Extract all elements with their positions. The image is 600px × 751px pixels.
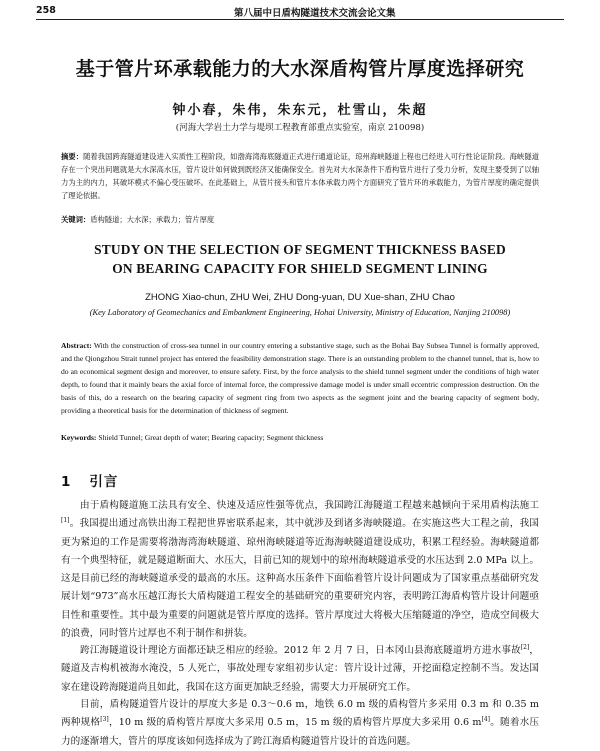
chinese-title: 基于管片环承载能力的大水深盾构管片厚度选择研究: [75, 58, 525, 80]
chinese-keywords-text: 盾构隧道；大水深；承载力；管片厚度: [90, 215, 215, 224]
chinese-authors: 钟小春，朱伟，朱东元，杜雪山，朱超: [172, 103, 428, 118]
paragraph-1: [61, 497, 539, 643]
english-abstract: [61, 339, 539, 417]
paragraph-1-text-b: 。我国提出通过高铁出海工程把世界密联系起来，其中就涉及到诸多海峡隧道。在实施这些大工程之前，我国更为紧迫的工作是需要将渤海湾海峡隧道、琼州海峡隧道等近海海峡隧道建设成功，积累工程经验。海峡隧道都有一个典型特征，就是隧道断面大、水压大，目前已知的规划中的琼州海峡隧道承受的水压达到 2.0 MPa 以上。这是目前已经的海峡隧道承受的最高的水压。这种高水压条件下面临着管片设计问题成为了国家重点基础研究发展计划“973”高水压越江海长大盾构隧道工程安全的基础研究的重要研究内容，表明跨江海盾构管片设计问题亟目性和重要性。其中最为重要的问题就是管片厚度的选择。管片厚度过大将极大压缩隧道的净空，造成空间极大的浪费，同时管片过厚也不利于制作和拼装。: [61, 518, 539, 640]
header-rule: [36, 19, 564, 20]
english-authors: ZHONG Xiao-chun, ZHU Wei, ZHU Dong-yuan, DU Xue-shan, ZHU Chao: [145, 292, 455, 303]
chinese-abstract-label: 摘要：: [61, 152, 84, 161]
running-header: [36, 4, 564, 20]
citation-4: [4]: [481, 716, 490, 724]
chinese-keywords: [61, 215, 539, 225]
english-keywords-text: Shield Tunnel; Great depth of water; Bearing capacity; Segment thickness: [98, 433, 324, 442]
english-keywords-label: Keywords:: [61, 433, 97, 442]
section-title: 引言: [89, 474, 119, 490]
english-keywords: [61, 433, 539, 442]
paragraph-2-text-b: ，隧道及吉构机被海水淹没，5 人死亡，事故处理专家组初步认定：管片设计过薄，开挖面稳定控制不当。发达国家在建设跨海隧道尚且如此，我国在这方面更加缺乏经验，需要大力开展研究工作。: [61, 645, 540, 693]
paragraph-2: [61, 642, 539, 697]
english-affiliation: (Key Laboratory of Geomechanics and Embankment Engineering, Hohai University, Ministry of Education, Nanjing 210098): [89, 308, 511, 317]
english-abstract-label: Abstract:: [61, 341, 92, 350]
paragraph-2-text-a: 跨江海隧道设计理论方面都还缺乏相应的经验。2012 年 2 月 7 日，日本冈山县海底隧道坍方进水事故: [80, 645, 521, 656]
page-number: 258: [36, 5, 56, 16]
paragraph-3-text-a: 目前，盾构隧道管片设计的厚度大多是 0.3～0.6 m，地铁 6.0 m 级的盾构管片多采用 0.3 m 和 0.35 m 两种规格: [61, 699, 539, 729]
english-title-line-1: STUDY ON THE SELECTION OF SEGMENT THICKNESS BASED: [94, 242, 506, 257]
english-title: [0, 240, 600, 278]
section-number: 1: [61, 474, 72, 490]
chinese-keywords-label: 关键词：: [61, 215, 91, 224]
paragraph-3-text-b: ，10 m 级的盾构管片厚度大多采用 0.5 m，15 m 级的盾构管片厚度大多采用 0.6 m: [108, 717, 482, 729]
chinese-abstract-text: 随着我国跨海隧道建设进入实质性工程阶段，如渤海湾海底隧道正式进行通道论证，琼州海峡隧道上程也已经进入可行性论证阶段。海峡隧道存在一个突出问题就是大水深高水压，管片设计如何做到既经济又能确保安全。首先对大水深条件下盾构管片进行了受力分析，发现主要受到了以轴力为主的内力，其破坏模式不偏心受压破坏。在此基础上，从管片接头和管片本体承载力两个方面研究了管片环的承载能力，为管片厚度的确定提供了理论依据。: [61, 152, 540, 200]
chinese-abstract: [61, 150, 539, 202]
english-title-line-2: ON BEARING CAPACITY FOR SHIELD SEGMENT LINING: [112, 261, 488, 276]
chinese-affiliation: (河海大学岩土力学与堤坝工程教育部重点实验室，南京 210098): [175, 123, 425, 133]
paragraph-1-text-a: 由于盾构隧道施工法具有安全、快速及适应性强等优点，我国跨江海隧道工程越来越倾向于采用盾构法施工: [80, 500, 539, 511]
english-abstract-text: With the construction of cross-sea tunnel in our country entering a substantive stage, such as the Bohai Bay Subsea Tunnel is formally approved, and the Qiongzhou Strait tunnel project has entered the feasibility demonstration stage. There is an outstanding problem to the channel tunnel, that is, how to do an economical segment design and moreover, to ensure safety. First, by the force analysis to the shield tunnel segment under the conditions of high water depth, to found that it mainly bears the axial force of internal force, the compressive damage model is under small eccentric compression destruction. On the basis of this, do a research on the bearing capacity of segment ring from two aspects as the segment joint and the bearing capacity of segment body, providing a theoretical basis for the determination of thickness of segment.: [61, 341, 539, 415]
journal-title: 第八届中日盾构隧道技术交流会论文集: [234, 8, 396, 19]
citation-2: [2]: [520, 643, 530, 651]
citation-3: [3]: [100, 716, 109, 724]
citation-1: [1]: [61, 517, 70, 525]
paragraph-3-text-c: 。随着水压力的逐渐增大，管片的厚度该如何选择成为了跨江海盾构隧道管片设计的首选问题。: [61, 717, 540, 747]
paragraph-3: [61, 696, 539, 751]
section-heading: [61, 470, 118, 490]
